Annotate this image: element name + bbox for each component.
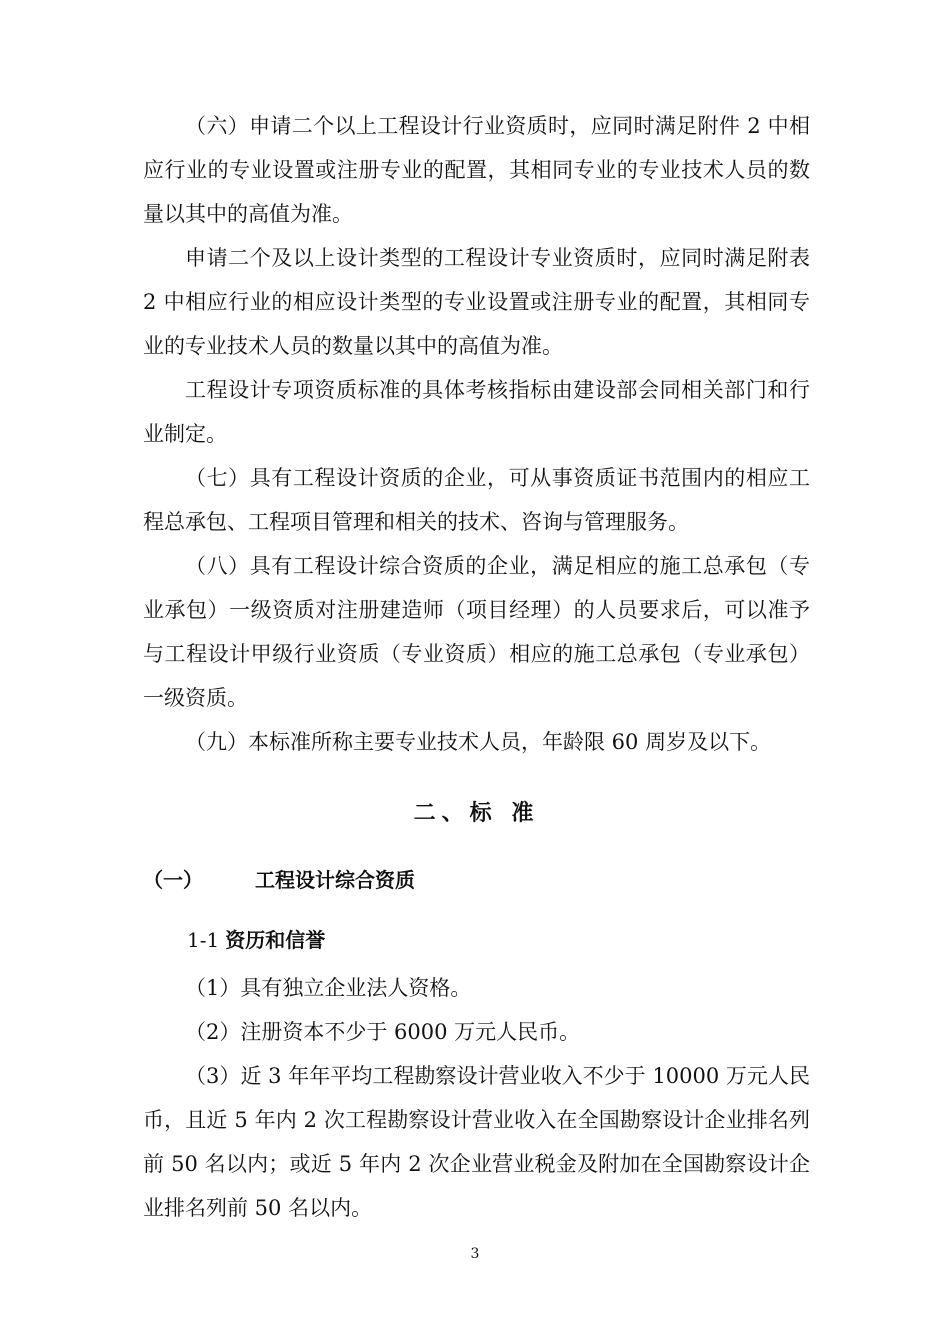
paragraph-7: （七）具有工程设计资质的企业，可从事资质证书范围内的相应工程总承包、工程项目管理和相关的技术、咨询与管理服务。 <box>143 466 810 534</box>
subsection-number: （一） <box>143 868 203 892</box>
section-heading: 二、标 准 <box>413 801 540 826</box>
paragraph-9: （九）本标准所称主要专业技术人员，年龄限 60 周岁及以下。 <box>185 730 772 754</box>
subsection-title: 工程设计综合资质 <box>255 868 415 892</box>
requirement-1: （1）具有独立企业法人资格。 <box>185 976 472 1000</box>
subsection-heading <box>143 858 810 902</box>
paragraph-6: （六）申请二个以上工程设计行业资质时，应同时满足附件 2 中相应行业的专业设置或注册专业的配置，其相同专业的专业技术人员的数量以其中的高值为准。 <box>143 114 810 226</box>
requirement-3: （3）近 3 年年平均工程勘察设计营业收入不少于 10000 万元人民币，且近 5 年内 2 次工程勘察设计营业收入在全国勘察设计企业排名列前 50 名以内；或近 5 年内 2 次企业营业税金及附加在全国勘察设计企业排名列前 50 名以内。 <box>143 1064 810 1220</box>
item-heading <box>143 918 810 962</box>
paragraph-8: （八）具有工程设计综合资质的企业，满足相应的施工总承包（专业承包）一级资质对注册建造师（项目经理）的人员要求后，可以准予与工程设计甲级行业资质（专业资质）相应的施工总承包（专业承包）一级资质。 <box>143 554 810 710</box>
page-number: 3 <box>470 1246 480 1262</box>
item-title: 资历和信誉 <box>225 928 326 952</box>
requirement-2: （2）注册资本不少于 6000 万元人民币。 <box>185 1020 581 1044</box>
item-number: 1-1 <box>187 928 220 952</box>
paragraph-6-design-types: 申请二个及以上设计类型的工程设计专业资质时，应同时满足附表 2 中相应行业的相应设计类型的专业设置或注册专业的配置，其相同专业的专业技术人员的数量以其中的高值为准。 <box>143 246 810 358</box>
paragraph-special-qualification: 工程设计专项资质标准的具体考核指标由建设部会同相关部门和行业制定。 <box>143 378 810 446</box>
